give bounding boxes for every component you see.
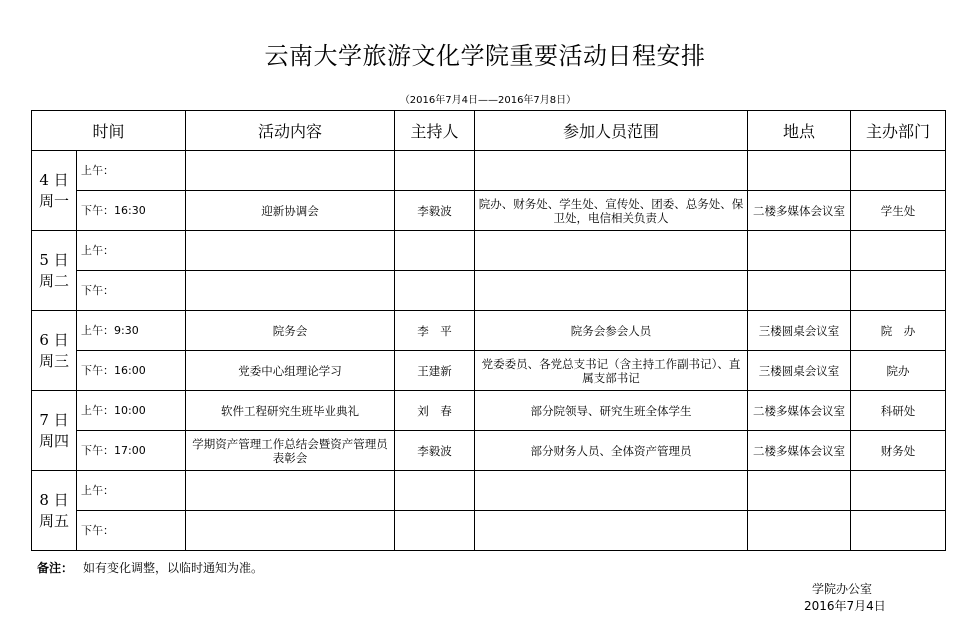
participants-cell <box>475 231 748 271</box>
period-cell: 上午：10:00 <box>77 391 186 431</box>
location-cell <box>748 271 851 311</box>
header-organizer: 主办部门 <box>851 111 946 151</box>
organizer-cell: 院 办 <box>851 311 946 351</box>
table-row <box>32 151 946 191</box>
table-row <box>32 511 946 551</box>
host-cell: 李毅波 <box>395 191 475 231</box>
date-range: （2016年7月4日——2016年7月8日） <box>399 95 577 106</box>
location-cell <box>748 231 851 271</box>
content-cell <box>186 511 395 551</box>
host-cell: 李 平 <box>395 311 475 351</box>
period-cell: 上午： <box>77 231 186 271</box>
content-cell <box>186 271 395 311</box>
table-row <box>32 431 946 471</box>
organizer-cell <box>851 151 946 191</box>
day-weekday: 周四 <box>38 431 69 450</box>
period-cell: 上午： <box>77 471 186 511</box>
host-cell <box>395 511 475 551</box>
period-cell: 上午： <box>77 151 186 191</box>
page-title: 云南大学旅游文化学院重要活动日程安排 <box>264 42 706 70</box>
note <box>37 559 263 576</box>
day-weekday: 周五 <box>38 511 69 530</box>
host-cell <box>395 151 475 191</box>
header-host: 主持人 <box>395 111 475 151</box>
table-row <box>32 271 946 311</box>
participants-cell: 部分院领导、研究生班全体学生 <box>475 391 748 431</box>
day-date: 6 日 <box>39 330 69 349</box>
organizer-cell <box>851 231 946 271</box>
note-text: 如有变化调整，以临时通知为准。 <box>83 561 264 575</box>
location-cell: 二楼多媒体会议室 <box>748 431 851 471</box>
period-cell: 上午：9:30 <box>77 311 186 351</box>
participants-cell: 院办、财务处、学生处、宣传处、团委、总务处、保卫处，电信相关负责人 <box>475 191 748 231</box>
location-cell <box>748 151 851 191</box>
organizer-cell: 学生处 <box>851 191 946 231</box>
day-weekday: 周二 <box>38 271 69 290</box>
location-cell: 二楼多媒体会议室 <box>748 191 851 231</box>
participants-cell <box>475 271 748 311</box>
header-content: 活动内容 <box>186 111 395 151</box>
organizer-cell: 院办 <box>851 351 946 391</box>
day-date: 5 日 <box>39 250 69 269</box>
table-row <box>32 191 946 231</box>
issuing-office: 学院办公室 <box>812 582 873 596</box>
day-cell <box>32 391 77 471</box>
schedule-table <box>31 110 946 551</box>
location-cell <box>748 511 851 551</box>
header-time: 时间 <box>32 111 186 151</box>
participants-cell <box>475 471 748 511</box>
organizer-cell: 科研处 <box>851 391 946 431</box>
day-cell <box>32 471 77 551</box>
location-cell <box>748 471 851 511</box>
period-cell: 下午：16:30 <box>77 191 186 231</box>
table-row <box>32 231 946 271</box>
location-cell: 三楼圆桌会议室 <box>748 351 851 391</box>
day-weekday: 周三 <box>38 351 69 370</box>
header-row <box>32 111 946 151</box>
table-row <box>32 351 946 391</box>
content-cell: 软件工程研究生班毕业典礼 <box>186 391 395 431</box>
host-cell <box>395 271 475 311</box>
day-cell <box>32 311 77 391</box>
content-cell: 学期资产管理工作总结会暨资产管理员表彰会 <box>186 431 395 471</box>
location-cell: 三楼圆桌会议室 <box>748 311 851 351</box>
content-cell <box>186 471 395 511</box>
participants-cell: 党委委员、各党总支书记（含主持工作副书记）、直属支部书记 <box>475 351 748 391</box>
organizer-cell <box>851 471 946 511</box>
organizer-cell: 财务处 <box>851 431 946 471</box>
header-location: 地点 <box>748 111 851 151</box>
content-cell <box>186 151 395 191</box>
content-cell: 院务会 <box>186 311 395 351</box>
period-cell: 下午：17:00 <box>77 431 186 471</box>
location-cell: 二楼多媒体会议室 <box>748 391 851 431</box>
host-cell: 李毅波 <box>395 431 475 471</box>
day-cell <box>32 231 77 311</box>
content-cell: 迎新协调会 <box>186 191 395 231</box>
period-cell: 下午： <box>77 511 186 551</box>
host-cell: 王建新 <box>395 351 475 391</box>
header-participants: 参加人员范围 <box>475 111 748 151</box>
participants-cell <box>475 511 748 551</box>
issue-date: 2016年7月4日 <box>804 599 886 613</box>
note-label: 备注： <box>37 561 74 575</box>
host-cell <box>395 471 475 511</box>
period-cell: 下午：16:00 <box>77 351 186 391</box>
content-cell <box>186 231 395 271</box>
organizer-cell <box>851 271 946 311</box>
table-row <box>32 391 946 431</box>
table-row <box>32 471 946 511</box>
day-date: 8 日 <box>39 490 69 509</box>
content-cell: 党委中心组理论学习 <box>186 351 395 391</box>
day-weekday: 周一 <box>38 191 69 210</box>
participants-cell <box>475 151 748 191</box>
organizer-cell <box>851 511 946 551</box>
day-cell <box>32 151 77 231</box>
host-cell <box>395 231 475 271</box>
day-date: 4 日 <box>39 170 69 189</box>
participants-cell: 部分财务人员、全体资产管理员 <box>475 431 748 471</box>
day-date: 7 日 <box>39 410 69 429</box>
period-cell: 下午： <box>77 271 186 311</box>
table-row <box>32 311 946 351</box>
host-cell: 刘 春 <box>395 391 475 431</box>
participants-cell: 院务会参会人员 <box>475 311 748 351</box>
